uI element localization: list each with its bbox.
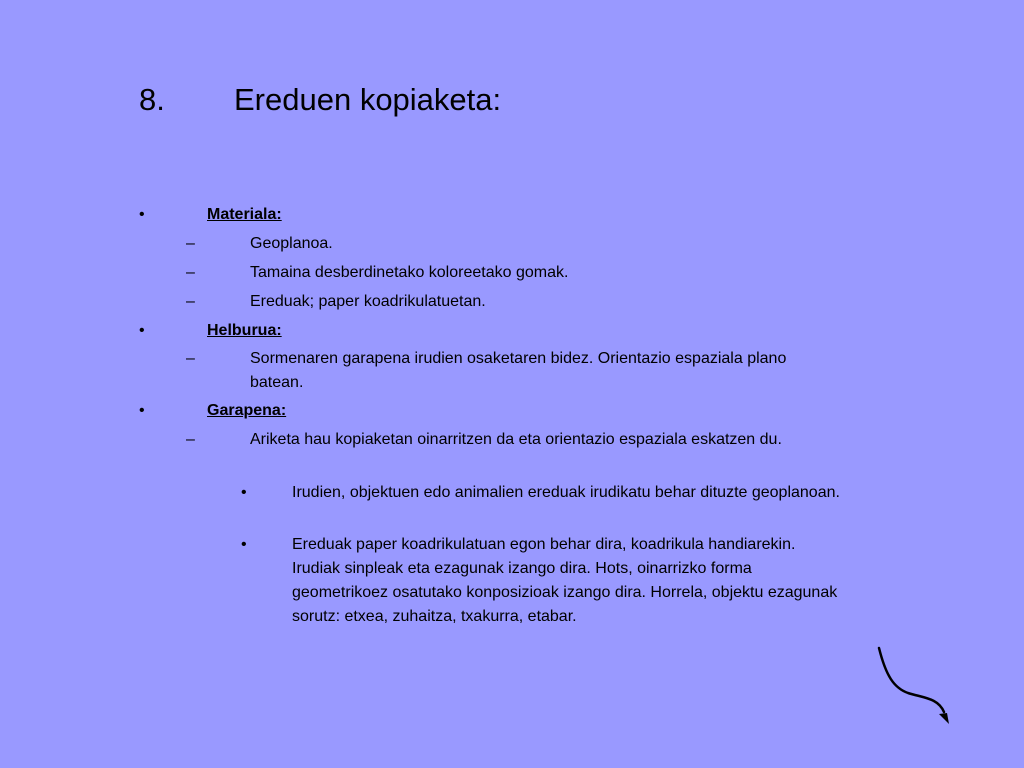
section-heading-helburua: Helburua: [207, 322, 282, 339]
section-heading-materiala: Materiala: [207, 206, 282, 223]
list-item-text: Ariketa hau kopiaketan oinarritzen da eta orientazio espaziala eskatzen du. [250, 431, 782, 448]
bullet-marker: • [241, 484, 247, 501]
curved-arrow-icon [868, 640, 958, 730]
list-item-text: Sormenaren garapena irudien osaketaren bidez. Orientazio espaziala plano batean. [250, 350, 787, 391]
slide-title-number: 8. [139, 82, 165, 117]
dash-marker: – [186, 431, 195, 448]
list-item-text: Tamaina desberdinetako koloreetako gomak. [250, 264, 569, 281]
section-heading-garapena: Garapena: [207, 402, 287, 419]
list-item-text: Ereduak paper koadrikulatuan egon behar dira, koadrikula handiarekin. Irudiak sinpleak eta ezagunak izango dira. Hots, oinarrizko forma geometrikoez osatutako konposizioak izango dira. Horrela, objektu ezagunak sorutz: etxea, zuhaitza, txakurra, etabar. [292, 536, 838, 625]
bullet-marker: • [139, 322, 145, 339]
dash-marker: – [186, 350, 195, 367]
slide-title-text: Ereduen kopiaketa: [234, 82, 502, 117]
list-item-text: Ereduak; paper koadrikulatuetan. [250, 293, 486, 310]
list-item-text: Geoplanoa. [250, 235, 333, 252]
bullet-marker: • [241, 536, 247, 553]
bullet-marker: • [139, 402, 145, 419]
dash-marker: – [186, 293, 195, 310]
dash-marker: – [186, 235, 195, 252]
list-item-text: Irudien, objektuen edo animalien ereduak irudikatu behar dituzte geoplanoan. [292, 484, 840, 501]
bullet-marker: • [139, 206, 145, 223]
dash-marker: – [186, 264, 195, 281]
